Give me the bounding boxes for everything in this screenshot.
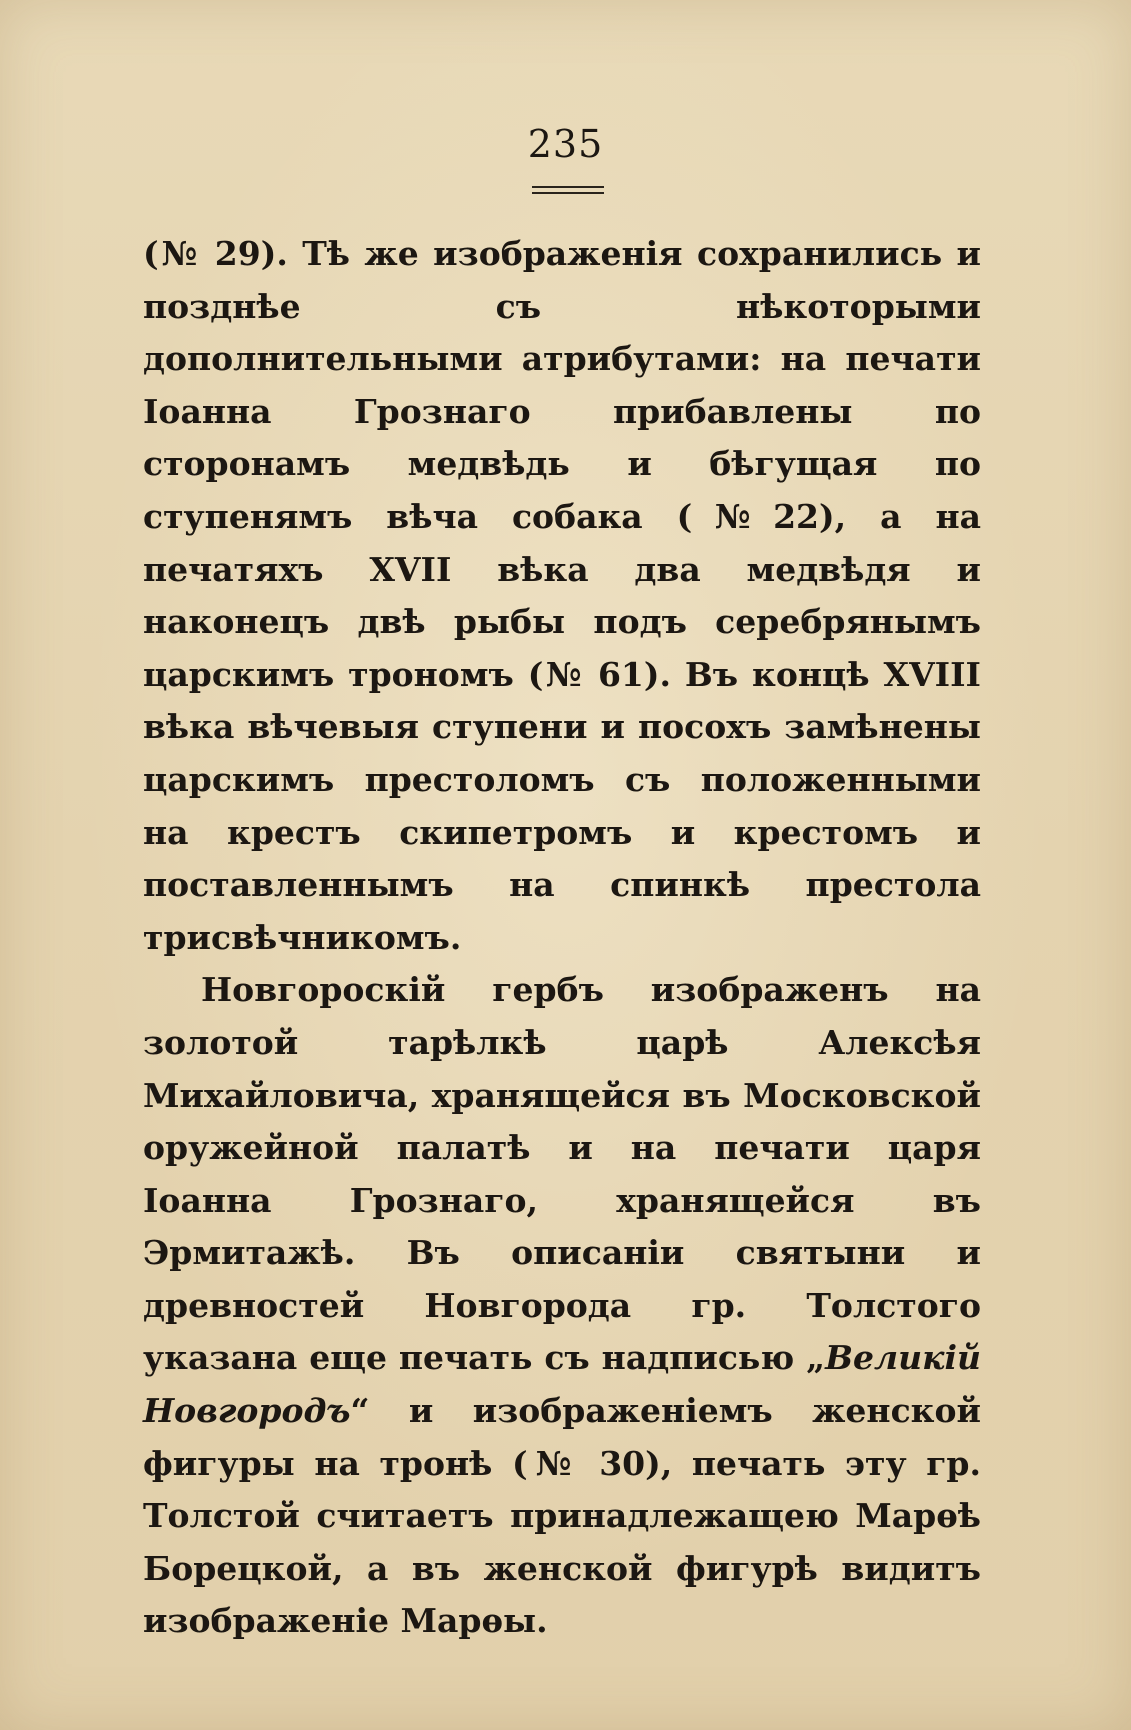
page-number: 235 [527,122,604,166]
paragraph-1: (№ 29). Тѣ же изображенія сохранились и позднѣе съ нѣкоторыми дополнительными атрибутами: на печати Іоанна Грознаго прибавлены по сторонамъ медвѣдь и бѣгущая по ступенямъ вѣча собака (№22), а на печатяхъ XVII вѣка два медвѣдя и наконецъ двѣ рыбы подъ серебрянымъ царскимъ трономъ (№ 61). Въ концѣ XVIII вѣка вѣчевыя ступени и посохъ замѣнены царскимъ престоломъ съ положенными на крестъ скипетромъ и крестомъ и поставленнымъ на спинкѣ престола трисвѣчникомъ. [143,234,981,957]
page-number-rule-bottom [532,192,604,194]
italic-inscription: Великій Новгородъ [143,1338,981,1431]
paragraph-2 [143,964,981,1648]
paragraph-2-part-1: Новгороскій гербъ изображенъ на золотой тарѣлкѣ царѣ Алексѣя Михайловича, хранящейся въ Московской оружейной палатѣ и на печати царя Іоанна Грознаго, хранящейся въ Эрмитажѣ. Въ описаніи святыни и древностей Новгорода гр. Толстого указана еще печать съ надписью „ [143,970,981,1378]
page-header [0,122,1131,172]
paragraph-2-part-2: “ и изображеніемъ женской фигуры на тронѣ (№ 30), печать эту гр. Толстой считаетъ принадлежащею Марѳѣ Борецкой, а въ женской фигурѣ видитъ изображеніе Марѳы. [143,1391,981,1641]
page-number-rule-top [532,186,604,188]
body-text [143,228,981,1648]
